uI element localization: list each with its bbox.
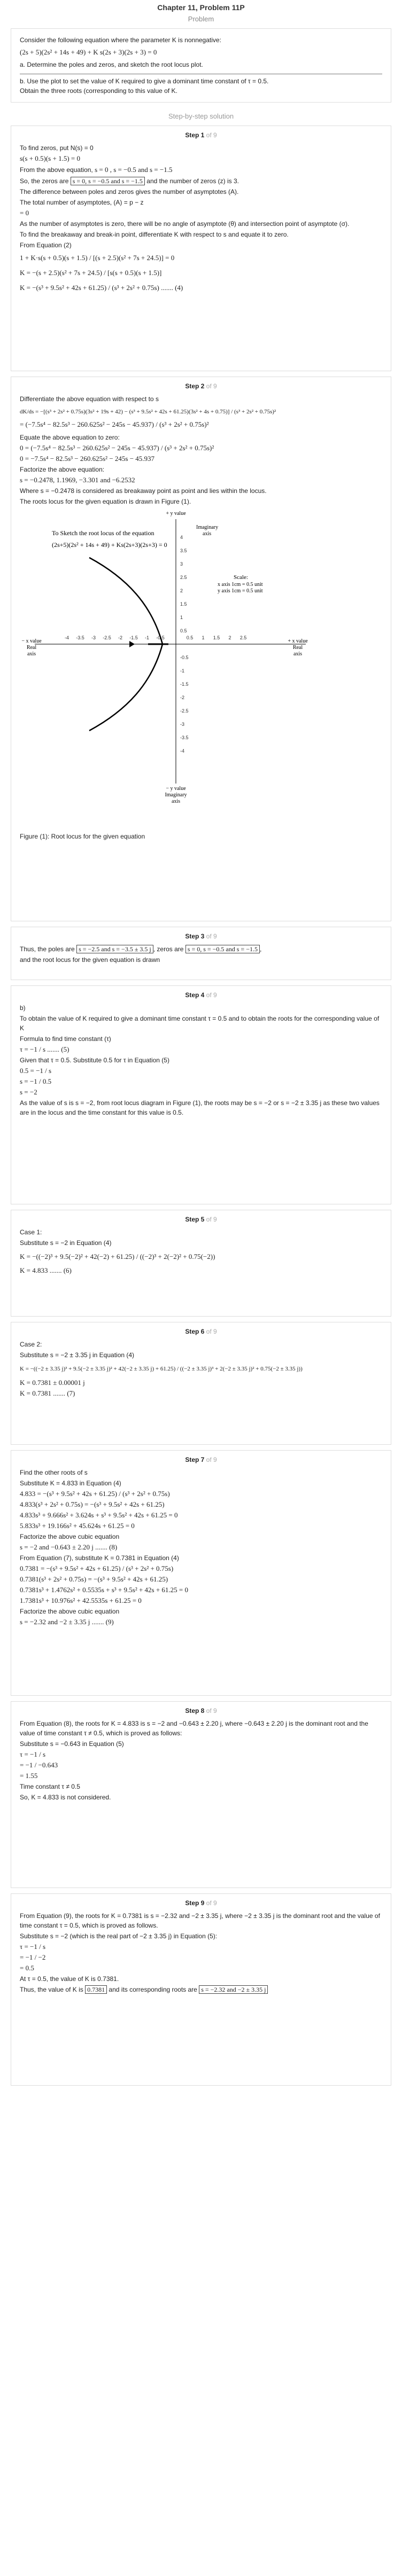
y-tick: 0.5 bbox=[180, 628, 187, 633]
step-title: Step 1 of 9 bbox=[185, 131, 217, 139]
text: Given that τ = 0.5. Substitute 0.5 for τ in Equation (5) bbox=[20, 1056, 169, 1064]
text: Substitute s = −2 in Equation (4) bbox=[20, 1239, 112, 1247]
text: Substitute K = 4.833 in Equation (4) bbox=[20, 1479, 121, 1487]
equation: s(s + 0.5)(s + 1.5) = 0 bbox=[20, 154, 80, 162]
step-title: Step 4 of 9 bbox=[185, 991, 217, 999]
equation: 1 + K·s(s + 0.5)(s + 1.5) / [(s + 2.5)(s² + 7s + 24.5)] = 0 bbox=[20, 254, 175, 262]
equation: K = 0.7381 ....... (7) bbox=[20, 1389, 75, 1397]
step-8 bbox=[11, 1701, 391, 1888]
text: Formula to find time constant (τ) bbox=[20, 1035, 111, 1043]
locus-arrow bbox=[129, 641, 135, 647]
step-title: Step 5 of 9 bbox=[185, 1216, 217, 1223]
problem-part-a: a. Determine the poles and zeros, and sketch the root locus plot. bbox=[20, 61, 203, 68]
text: Case 2: bbox=[20, 1341, 42, 1348]
roots-answer: s = −2.32 and −2 ± 3.35 j bbox=[199, 1985, 268, 1994]
text: Substitute s = −2 (which is the real part of −2 ± 3.35 j) in Equation (5): bbox=[20, 1932, 218, 1940]
text: Factorize the above equation: bbox=[20, 466, 105, 473]
equation: s = −1 / 0.5 bbox=[20, 1077, 52, 1085]
step-title: Step 8 of 9 bbox=[185, 1707, 217, 1714]
y-tick: 3 bbox=[180, 561, 183, 567]
equation: s = −2 and −0.643 ± 2.20 j ....... (8) bbox=[20, 1543, 118, 1551]
text: To obtain the value of K required to give a dominant time constant τ = 0.5 and to obtain the roots for the corresponding value of K bbox=[20, 1015, 380, 1032]
zeros-answer: s = 0, s = −0.5 and s = −1.5 bbox=[71, 177, 145, 185]
axis-label: Imaginary bbox=[196, 524, 219, 530]
y-tick: 4 bbox=[180, 535, 183, 540]
text: Case 1: bbox=[20, 1228, 42, 1236]
text: At τ = 0.5, the value of K is 0.7381. bbox=[20, 1975, 119, 1983]
x-tick: 2.5 bbox=[239, 635, 247, 640]
equation: = 0.5 bbox=[20, 1964, 34, 1972]
text: and the root locus for the given equation is drawn bbox=[20, 956, 160, 964]
root-locus-plot bbox=[20, 508, 319, 829]
page-header bbox=[0, 0, 402, 23]
root-locus-figure bbox=[20, 508, 382, 831]
x-tick: -2 bbox=[118, 635, 123, 640]
text: Time constant τ ≠ 0.5 bbox=[20, 1783, 80, 1790]
text: The total number of asymptotes, (A) = p − z bbox=[20, 199, 144, 206]
step-6 bbox=[11, 1322, 391, 1445]
text: Differentiate the above equation with respect to s bbox=[20, 395, 159, 403]
equation: 0 = −7.5s⁴ − 82.5s³ − 260.625s² − 245s − 45.937 bbox=[20, 455, 155, 463]
figure-caption: Figure (1): Root locus for the given equation bbox=[20, 833, 145, 840]
equation: dK/ds = −[(s³ + 2s² + 0.75s)(3s² + 19s + 42) − (s³ + 9.5s² + 42s + 61.25)(3s² + 4s + 0.75)] / (s³ + 2s² + 0.75s)² bbox=[20, 409, 276, 415]
equation: = 0 bbox=[20, 209, 29, 217]
text: Find the other roots of s bbox=[20, 1469, 88, 1476]
equation: s = −2 bbox=[20, 1088, 37, 1096]
figure-title: To Sketch the root locus of the equation bbox=[52, 529, 154, 537]
text: The difference between poles and zeros gives the number of asymptotes (A). bbox=[20, 188, 239, 195]
x-tick: -4 bbox=[64, 635, 69, 640]
text: Substitute s = −0.643 in Equation (5) bbox=[20, 1740, 124, 1748]
text: Factorize the above cubic equation bbox=[20, 1533, 120, 1540]
step-2 bbox=[11, 377, 391, 921]
page-title: Chapter 11, Problem 11P bbox=[157, 3, 245, 12]
text: From Equation (2) bbox=[20, 241, 72, 249]
y-tick: -0.5 bbox=[180, 655, 189, 660]
locus-branch-upper bbox=[89, 558, 163, 644]
axis-label: Real bbox=[292, 645, 303, 651]
text: So, the zeros are s = 0, s = −0.5 and s = −1.5 and the number of zeros (z) is 3. bbox=[20, 177, 239, 185]
y-tick: -1.5 bbox=[180, 682, 189, 687]
equation: K = −(s + 2.5)(s² + 7s + 24.5) / [s(s + 0.5)(s + 1.5)] bbox=[20, 269, 162, 277]
poles-answer: s = −2.5 and s = −3.5 ± 3.5 j bbox=[76, 945, 153, 953]
equation: 0.7381(s³ + 2s² + 0.75s) = −(s³ + 9.5s² + 42s + 61.25) bbox=[20, 1575, 168, 1583]
figure-equation: (2s+5)(2s² + 14s + 49) + Ks(2s+3)(2s+3) = 0 bbox=[52, 541, 167, 549]
step-3 bbox=[11, 927, 391, 980]
equation: s = −0.2478, 1.1969, −3.301 and −6.2532 bbox=[20, 476, 135, 484]
x-tick: -2.5 bbox=[103, 635, 111, 640]
solution-heading: Step-by-step solution bbox=[168, 112, 234, 120]
text: Factorize the above cubic equation bbox=[20, 1608, 120, 1615]
y-tick: 1.5 bbox=[180, 601, 187, 607]
text: To find the breakaway and break-in point, differentiate K with respect to s and equate it to zero. bbox=[20, 231, 289, 238]
equation: K = −((−2 ± 3.35 j)³ + 9.5(−2 ± 3.35 j)² + 42(−2 ± 3.35 j) + 61.25) / ((−2 ± 3.35 j)³ + 2(−2 ± 3.35 j)² + 0.75(−2 ± 3.35 j)) bbox=[20, 1366, 303, 1372]
text: Thus, the value of K is 0.7381 and its corresponding roots are s = −2.32 and −2 ± 3.35 j bbox=[20, 1985, 382, 1994]
text: From Equation (7), substitute K = 0.7381 in Equation (4) bbox=[20, 1554, 179, 1562]
zeros-answer: s = 0, s = −0.5 and s = −1.5 bbox=[185, 945, 260, 953]
equation: τ = −1 / s ....... (5) bbox=[20, 1045, 69, 1053]
equation: 0.5 = −1 / s bbox=[20, 1067, 52, 1075]
equation: K = −(s³ + 9.5s² + 42s + 61.25) / (s³ + 2s² + 0.75s) ....... (4) bbox=[20, 284, 183, 292]
text: To find zeros, put N(s) = 0 bbox=[20, 144, 94, 152]
step-title: Step 2 of 9 bbox=[185, 382, 217, 390]
step-1 bbox=[11, 126, 391, 371]
x-tick: 2 bbox=[228, 635, 231, 640]
axis-label: axis bbox=[203, 531, 212, 537]
equation: 5.833s³ + 19.166s² + 45.624s + 61.25 = 0 bbox=[20, 1522, 135, 1530]
equation: K = 0.7381 ± 0.00001 j bbox=[20, 1379, 85, 1387]
x-tick: -0.5 bbox=[156, 635, 165, 640]
text: Where s = −0.2478 is considered as breakaway point as point and lies within the locus. bbox=[20, 487, 267, 495]
equation: 0 = (−7.5s⁴ − 82.5s³ − 260.625s² − 245s − 45.937) / (s³ + 2s² + 0.75s)² bbox=[20, 444, 214, 452]
step-7 bbox=[11, 1450, 391, 1696]
equation: K = −((−2)³ + 9.5(−2)² + 42(−2) + 61.25) / ((−2)³ + 2(−2)² + 0.75(−2)) bbox=[20, 1252, 215, 1260]
text: b) bbox=[20, 1004, 26, 1012]
text: So, K = 4.833 is not considered. bbox=[20, 1794, 111, 1801]
problem-intro: Consider the following equation where the parameter K is nonnegative: bbox=[20, 36, 221, 44]
x-tick: -1 bbox=[144, 635, 150, 640]
y-tick: -3.5 bbox=[180, 735, 189, 740]
equation: 0.7381s³ + 1.4762s² + 0.5535s + s³ + 9.5s² + 42s + 61.25 = 0 bbox=[20, 1586, 189, 1594]
problem-equation: (2s + 5)(2s² + 14s + 49) + K s(2s + 3)(2s + 3) = 0 bbox=[20, 48, 157, 56]
equation: 4.833(s³ + 2s² + 0.75s) = −(s³ + 9.5s² + 42s + 61.25) bbox=[20, 1500, 165, 1508]
y-tick: 2 bbox=[180, 588, 183, 593]
y-tick: 1 bbox=[180, 615, 183, 620]
y-tick: -4 bbox=[180, 748, 185, 754]
scale-x: x axis 1cm = 0.5 unit bbox=[218, 582, 263, 588]
y-tick: -3 bbox=[180, 722, 185, 727]
axis-label: axis bbox=[293, 651, 303, 657]
equation: = −1 / −0.643 bbox=[20, 1761, 58, 1769]
problem-box bbox=[11, 28, 391, 103]
problem-heading: Problem bbox=[188, 15, 214, 23]
step-9 bbox=[11, 1893, 391, 2086]
equation: = 1.55 bbox=[20, 1772, 38, 1780]
equation: = −1 / −2 bbox=[20, 1953, 46, 1961]
text: From the above equation, s = 0 , s = −0.5 and s = −1.5 bbox=[20, 166, 173, 174]
x-tick: 1 bbox=[202, 635, 205, 640]
axis-label: Real bbox=[26, 645, 37, 651]
x-tick: -1.5 bbox=[129, 635, 138, 640]
step-title: Step 9 of 9 bbox=[185, 1899, 217, 1907]
problem-part-b: b. Use the plot to set the value of K required to give a dominant time constant of τ = 0.5. bbox=[20, 77, 269, 85]
y-tick: -2 bbox=[180, 695, 185, 700]
axis-label: axis bbox=[27, 651, 36, 657]
x-tick: -3.5 bbox=[76, 635, 84, 640]
problem-part-b-cont: Obtain the three roots (corresponding to this value of K. bbox=[20, 87, 177, 95]
k-answer: 0.7381 bbox=[85, 1985, 107, 1994]
equation: 4.833s³ + 9.666s² + 3.624s + s³ + 9.5s² + 42s + 61.25 = 0 bbox=[20, 1511, 178, 1519]
equation: 0.7381 = −(s³ + 9.5s² + 42s + 61.25) / (s³ + 2s² + 0.75s) bbox=[20, 1564, 174, 1572]
axis-label: − x value bbox=[21, 638, 42, 644]
x-tick: 1.5 bbox=[213, 635, 220, 640]
text: Substitute s = −2 ± 3.35 j in Equation (4) bbox=[20, 1351, 135, 1359]
axis-label: axis bbox=[171, 798, 181, 804]
step-title: Step 6 of 9 bbox=[185, 1328, 217, 1335]
x-ticks bbox=[65, 635, 246, 640]
axis-label: + y value bbox=[166, 511, 186, 516]
x-tick: -3 bbox=[91, 635, 96, 640]
step-4 bbox=[11, 985, 391, 1204]
y-tick: 2.5 bbox=[180, 575, 187, 580]
text: As the number of asymptotes is zero, there will be no angle of asymptote (θ) and intersection point of asymptote (σ). bbox=[20, 220, 350, 228]
y-tick: -2.5 bbox=[180, 708, 189, 714]
axis-label: − y value bbox=[166, 786, 186, 792]
text: The roots locus for the given equation is drawn in Figure (1). bbox=[20, 498, 191, 505]
equation: 1.7381s³ + 10.976s² + 42.5535s + 61.25 = 0 bbox=[20, 1596, 142, 1604]
text: From Equation (8), the roots for K = 4.833 is s = −2 and −0.643 ± 2.20 j, where −0.643 ± 2.20 j is the dominant root and the value of time constant τ ≠ 0.5, which is proved as follows: bbox=[20, 1720, 368, 1737]
scale-y: y axis 1cm = 0.5 unit bbox=[218, 588, 263, 594]
equation: K = 4.833 ....... (6) bbox=[20, 1266, 72, 1274]
equation: τ = −1 / s bbox=[20, 1750, 46, 1758]
text: From Equation (9), the roots for K = 0.7381 is s = −2.32 and −2 ± 3.35 j, where −2 ± 3.35 j is the dominant root and the value of time constant τ = 0.5, which is proved as follows. bbox=[20, 1912, 380, 1929]
equation: τ = −1 / s bbox=[20, 1943, 46, 1951]
y-tick: -1 bbox=[180, 668, 185, 674]
equation: 4.833 = −(s³ + 9.5s² + 42s + 61.25) / (s³ + 2s² + 0.75s) bbox=[20, 1490, 170, 1498]
locus-branch-lower bbox=[89, 644, 163, 731]
text: Equate the above equation to zero: bbox=[20, 434, 120, 441]
step-title: Step 3 of 9 bbox=[185, 933, 217, 940]
scale-title: Scale: bbox=[234, 574, 248, 581]
axis-label: Imaginary bbox=[165, 792, 187, 798]
equation: s = −2.32 and −2 ± 3.35 j ....... (9) bbox=[20, 1618, 114, 1626]
equation: = (−7.5s⁴ − 82.5s³ − 260.625s² − 245s − 45.937) / (s³ + 2s² + 0.75s)² bbox=[20, 420, 209, 428]
text: Thus, the poles are s = −2.5 and s = −3.5 ± 3.5 j , zeros are s = 0, s = −0.5 and s = −1.5 , bbox=[20, 945, 262, 953]
step-5 bbox=[11, 1210, 391, 1317]
y-tick: 3.5 bbox=[180, 548, 187, 553]
axis-label: + x value bbox=[288, 638, 308, 644]
x-tick: 0.5 bbox=[186, 635, 194, 640]
step-title: Step 7 of 9 bbox=[185, 1456, 217, 1463]
text: As the value of s is s = −2, from root locus diagram in Figure (1), the roots may be s = −2 or s = −2 ± 3.35 j as these two values are in the locus and the time constant for this value is 0.5. bbox=[20, 1099, 380, 1116]
